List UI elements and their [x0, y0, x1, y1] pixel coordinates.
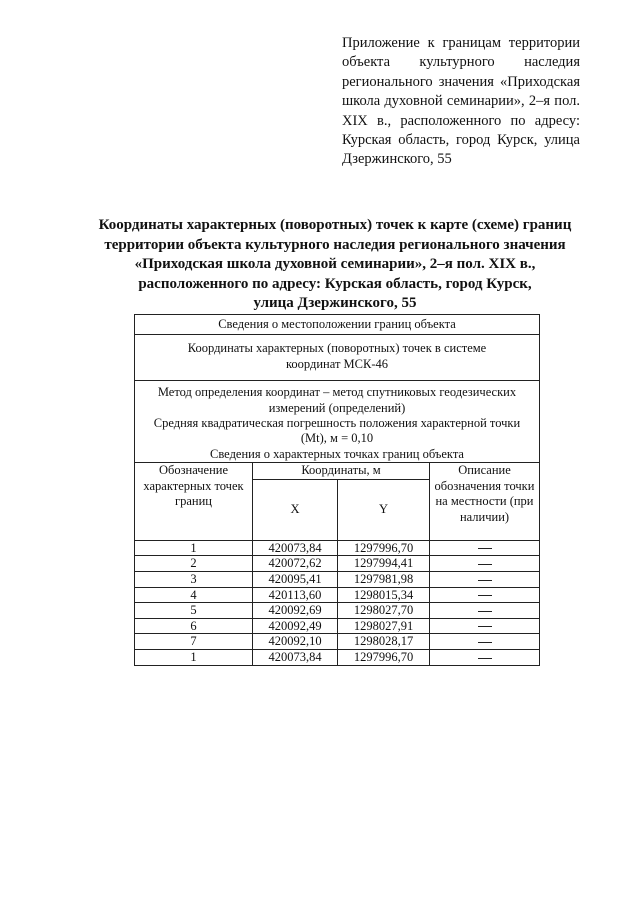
x-coordinate: 420073,84	[253, 540, 338, 556]
document-title	[70, 216, 600, 314]
point-description	[430, 571, 540, 587]
empty-dash	[478, 642, 492, 643]
y-coordinate: 1298015,34	[338, 587, 430, 603]
header-coordinates: Координаты, м	[253, 463, 430, 480]
x-coordinate: 420092,10	[253, 634, 338, 650]
table-row	[135, 556, 540, 572]
point-number: 2	[135, 556, 253, 572]
y-coordinate: 1298027,91	[338, 618, 430, 634]
point-number: 1	[135, 540, 253, 556]
table-row	[135, 587, 540, 603]
title-line: «Приходская школа духовной семинарии», 2–я пол. XIX в.,	[134, 256, 536, 273]
accuracy-text: Средняя квадратическая погрешность положения характерной точки (Mt), м = 0,10	[153, 416, 521, 446]
point-description	[430, 649, 540, 665]
x-coordinate: 420113,60	[253, 587, 338, 603]
point-number: 5	[135, 603, 253, 619]
empty-dash	[478, 548, 492, 549]
title-line: Координаты характерных (поворотных) точек к карте (схеме) границ	[98, 217, 572, 233]
point-description	[430, 618, 540, 634]
table-row	[135, 571, 540, 587]
title-line: расположенного по адресу: Курская область, город Курск,	[138, 275, 532, 292]
appendix-note: Приложение к границам территории объекта культурного наследия регионального значения «Приходская школа духовной семинарии», 2–я пол. XIX в., расположенного по адресу: Курская область, город Курск, улица Дзержинского, 55	[342, 35, 580, 168]
table-row	[135, 634, 540, 650]
table-row	[135, 603, 540, 619]
header-description: Описание обозначения точки на местности (при наличии)	[430, 463, 540, 541]
point-number: 6	[135, 618, 253, 634]
y-coordinate: 1297994,41	[338, 556, 430, 572]
header-y: Y	[338, 479, 430, 540]
title-line: улица Дзержинского, 55	[253, 295, 417, 312]
point-description	[430, 603, 540, 619]
y-coordinate: 1297996,70	[338, 540, 430, 556]
method-text: Метод определения координат – метод спутниковых геодезических измерений (определений)	[157, 385, 517, 415]
section-coordinate-system: Координаты характерных (поворотных) точек в системе координат МСК-46	[135, 335, 540, 381]
point-description	[430, 634, 540, 650]
x-coordinate: 420095,41	[253, 571, 338, 587]
table-row	[135, 540, 540, 556]
x-coordinate: 420092,49	[253, 618, 338, 634]
empty-dash	[478, 564, 492, 565]
x-coordinate: 420073,84	[253, 649, 338, 665]
header-designation: Обозначение характерных точек границ	[135, 463, 253, 541]
method-description	[135, 381, 540, 463]
empty-dash	[478, 611, 492, 612]
title-line: территории объекта культурного наследия регионального значения	[104, 236, 566, 253]
table-row	[135, 649, 540, 665]
empty-dash	[478, 626, 492, 627]
empty-dash	[478, 580, 492, 581]
point-number: 7	[135, 634, 253, 650]
section-location: Сведения о местоположении границ объекта	[135, 315, 540, 335]
point-description	[430, 540, 540, 556]
x-coordinate: 420092,69	[253, 603, 338, 619]
coordinates-table	[134, 314, 540, 666]
section-points: Сведения о характерных точках границ объекта	[210, 446, 464, 461]
point-description	[430, 587, 540, 603]
header-x: X	[253, 479, 338, 540]
table-row	[135, 618, 540, 634]
y-coordinate: 1297996,70	[338, 649, 430, 665]
point-number: 4	[135, 587, 253, 603]
point-number: 1	[135, 649, 253, 665]
empty-dash	[478, 595, 492, 596]
point-number: 3	[135, 571, 253, 587]
y-coordinate: 1298028,17	[338, 634, 430, 650]
x-coordinate: 420072,62	[253, 556, 338, 572]
y-coordinate: 1298027,70	[338, 603, 430, 619]
y-coordinate: 1297981,98	[338, 571, 430, 587]
empty-dash	[478, 658, 492, 659]
point-description	[430, 556, 540, 572]
